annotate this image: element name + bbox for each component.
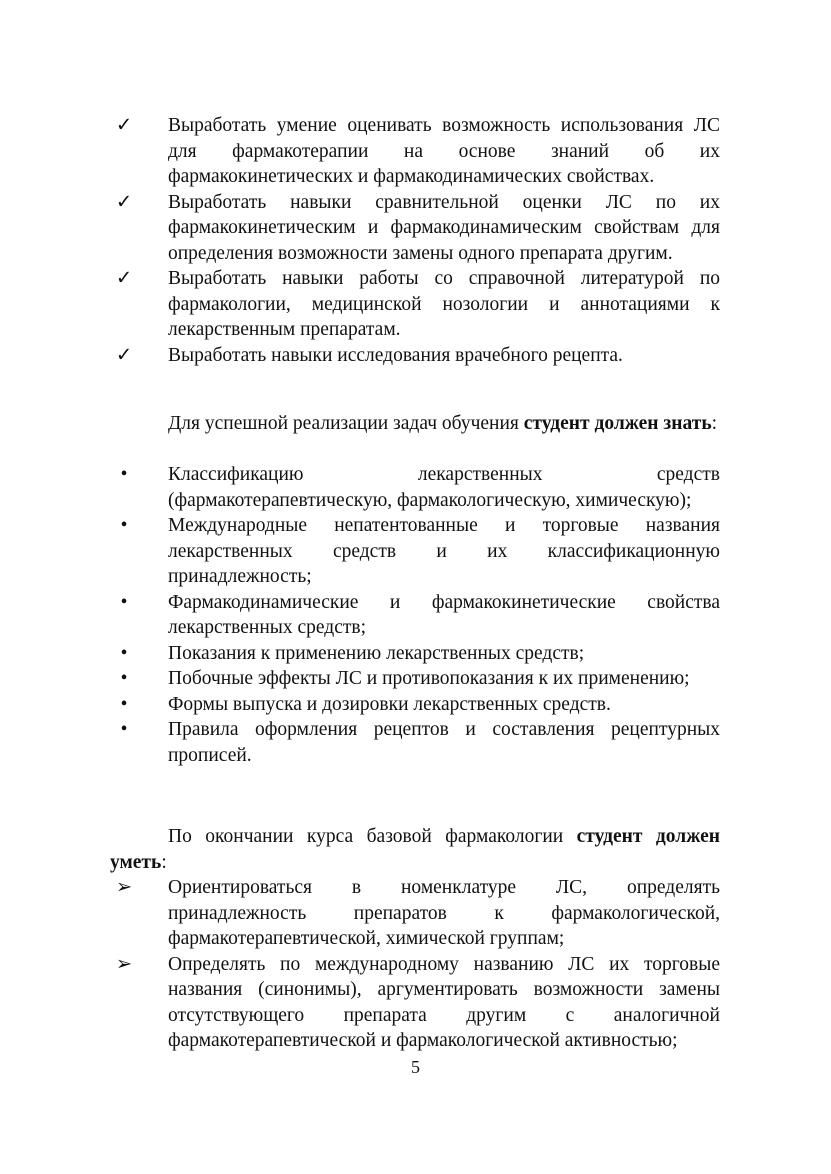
page-number: 5	[411, 1057, 420, 1077]
bullet-icon: •	[120, 464, 128, 485]
bullet-icon: •	[120, 515, 128, 536]
goal-item	[110, 190, 720, 267]
able-item	[110, 952, 720, 1054]
bullet-icon: •	[120, 668, 128, 689]
goals-list	[110, 113, 720, 368]
checkmark-icon: ✓	[115, 191, 133, 213]
goal-text: Выработать навыки работы со справочной литературой по фармакологии, медицинской нозологии и аннотациями к лекарственным препаратам.	[168, 268, 720, 340]
know-text: Классификацию лекарственных средств (фармакотерапевтическую, фармакологическую, химическую);	[168, 464, 720, 511]
know-item	[110, 666, 720, 692]
know-item	[110, 513, 720, 590]
bullet-icon: •	[120, 591, 128, 613]
know-text: Фармакодинамические и фармакокинетические свойства лекарственных средств;	[168, 591, 720, 638]
checkmark-icon: ✓	[115, 115, 133, 136]
know-text: Формы выпуска и дозировки лекарственных средств.	[168, 693, 611, 715]
goal-text: Выработать навыки исследования врачебного рецепта.	[168, 344, 623, 366]
goal-text: Выработать навыки сравнительной оценки ЛС по их фармакокинетическим и фармакодинамическим свойствам для определения возможности замены одного препарата другим.	[168, 191, 720, 264]
bullet-icon: •	[120, 642, 128, 664]
know-list	[110, 462, 720, 768]
know-item	[110, 590, 720, 641]
able-intro-bold: студент должен уметь	[110, 826, 720, 873]
know-item	[110, 641, 720, 667]
able-list	[110, 875, 720, 1054]
able-item	[110, 875, 720, 952]
bullet-icon: •	[120, 693, 128, 715]
know-intro-colon: :	[711, 413, 718, 434]
able-text: Ориентироваться в номенклатуре ЛС, определять принадлежность препаратов к фармакологической, фармакотерапевтической, химической группам;	[168, 877, 720, 949]
checkmark-icon: ✓	[115, 268, 133, 289]
bullet-icon: •	[120, 719, 128, 740]
goal-item	[110, 343, 720, 369]
checkmark-icon: ✓	[115, 344, 133, 366]
know-intro-text: Для успешной реализации задач обучения	[168, 413, 524, 434]
know-intro-paragraph	[110, 411, 720, 437]
know-item	[110, 462, 720, 513]
know-text: Правила оформления рецептов и составления рецептурных прописей.	[168, 719, 720, 766]
goal-item	[110, 113, 720, 190]
able-intro-text: По окончании курса базовой фармакологии	[168, 826, 577, 847]
arrow-right-icon: ➢	[115, 877, 133, 898]
able-intro-paragraph	[110, 824, 720, 875]
know-text: Международные непатентованные и торговые названия лекарственных средств и их классификационную принадлежность;	[168, 515, 720, 587]
able-intro-colon: :	[161, 851, 167, 873]
arrow-right-icon: ➢	[115, 953, 133, 975]
know-item	[110, 692, 720, 718]
know-item	[110, 717, 720, 768]
know-intro-bold: студент должен знать	[523, 413, 712, 434]
know-text: Показания к применению лекарственных средств;	[168, 642, 585, 664]
know-text: Побочные эффекты ЛС и противопоказания к их применению;	[168, 668, 690, 689]
goal-text: Выработать умение оценивать возможность использования ЛС для фармакотерапии на основе знаний об их фармакокинетических и фармакодинамических свойствах.	[168, 115, 720, 187]
goal-item	[110, 266, 720, 343]
able-text: Определять по международному названию ЛС их торговые названия (синонимы), аргументировать возможности замены отсутствующего препарата другим с аналогичной фармакотерапевтической и фармакологической активностью;	[168, 953, 720, 1051]
